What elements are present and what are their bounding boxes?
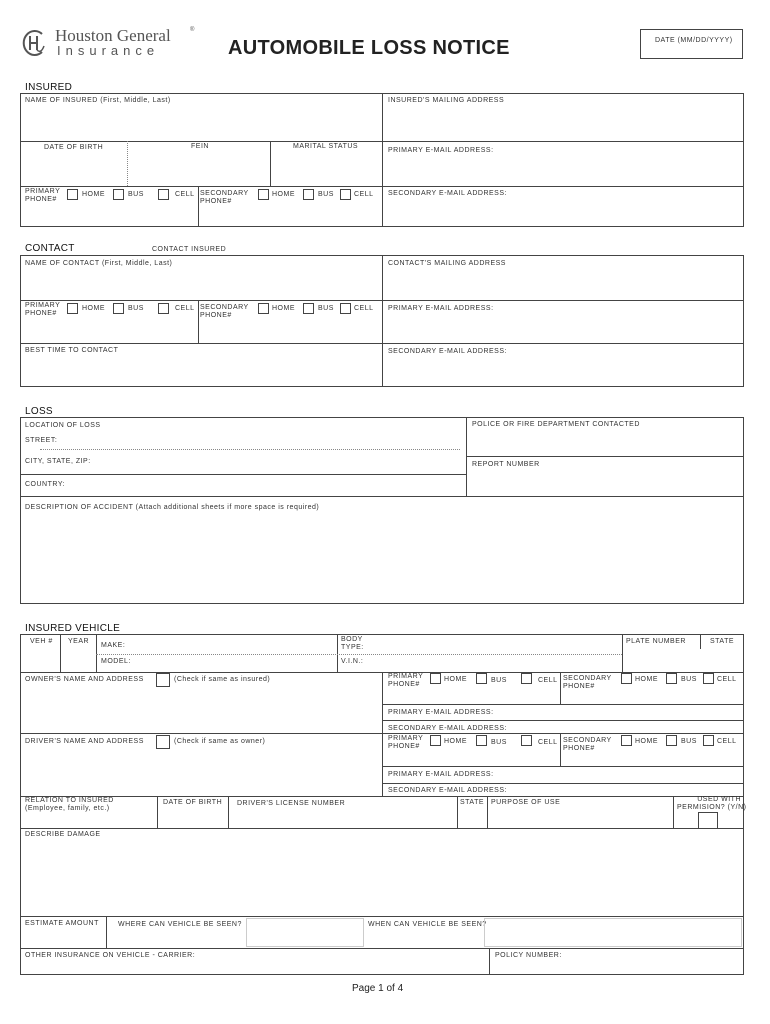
when-seen-field[interactable] — [484, 918, 742, 947]
street-label: STREET: — [25, 437, 58, 444]
city-field[interactable] — [95, 454, 460, 470]
driver-secondary-cell-checkbox[interactable] — [703, 735, 714, 746]
cell-label: CELL — [175, 305, 195, 312]
date-label: DATE (MM/DD/YYYY) — [655, 37, 733, 44]
driver-secondary-phone-label: SECONDARY PHONE# — [563, 737, 612, 752]
insured-name-label: NAME OF INSURED (First, Middle, Last) — [25, 97, 171, 104]
street-field[interactable] — [60, 433, 460, 447]
contact-primary-phone-label: PRIMARY PHONE# — [25, 302, 61, 317]
relation-label: RELATION TO INSURED (Employee, family, etc.) — [25, 797, 114, 812]
home-label: HOME — [82, 305, 105, 312]
cell-label: CELL — [538, 677, 558, 684]
cell-label: CELL — [717, 738, 737, 745]
cell-label: CELL — [354, 305, 374, 312]
owner-name-field[interactable] — [21, 690, 381, 732]
contact-secondary-bus-checkbox[interactable] — [303, 303, 314, 314]
owner-secondary-bus-checkbox[interactable] — [666, 673, 677, 684]
owner-primary-bus-checkbox[interactable] — [476, 673, 487, 684]
trademark-mark: ® — [190, 27, 195, 33]
home-label: HOME — [444, 676, 467, 683]
contact-name-field[interactable] — [21, 269, 381, 299]
driver-dob-label: DATE OF BIRTH — [163, 799, 223, 806]
insured-mailing-label: INSURED'S MAILING ADDRESS — [388, 97, 505, 104]
owner-primary-home-checkbox[interactable] — [430, 673, 441, 684]
page-title: AUTOMOBILE LOSS NOTICE — [228, 37, 510, 59]
insured-dob-label: DATE OF BIRTH — [44, 144, 104, 151]
contact-secondary-phone-label: SECONDARY PHONE# — [200, 304, 249, 319]
year-label: YEAR — [68, 638, 90, 645]
home-label: HOME — [635, 676, 658, 683]
when-seen-label: WHEN CAN VEHICLE BE SEEN? — [368, 921, 487, 928]
contact-primary-bus-checkbox[interactable] — [113, 303, 124, 314]
home-label: HOME — [272, 305, 295, 312]
bus-label: BUS — [318, 191, 334, 198]
cell-label: CELL — [717, 676, 737, 683]
body-type-label: BODY TYPE: — [341, 636, 364, 651]
veh-number-label: VEH # — [30, 638, 53, 645]
model-label: MODEL: — [101, 658, 131, 665]
cell-label: CELL — [354, 191, 374, 198]
location-label: LOCATION OF LOSS — [25, 422, 101, 429]
cell-label: CELL — [538, 739, 558, 746]
contact-primary-home-checkbox[interactable] — [67, 303, 78, 314]
contact-insured-label: CONTACT INSURED — [152, 246, 227, 253]
driver-primary-home-checkbox[interactable] — [430, 735, 441, 746]
damage-label: DESCRIBE DAMAGE — [25, 831, 101, 838]
make-label: MAKE: — [101, 642, 126, 649]
contact-primary-cell-checkbox[interactable] — [158, 303, 169, 314]
driver-check-label: (Check if same as owner) — [174, 738, 266, 745]
insured-primary-email-label: PRIMARY E-MAIL ADDRESS: — [388, 147, 494, 154]
description-field[interactable] — [21, 515, 743, 603]
company-subtitle: Insurance — [57, 43, 160, 58]
permission-field[interactable] — [698, 812, 718, 829]
damage-field[interactable] — [21, 842, 743, 915]
owner-check-label: (Check if same as insured) — [174, 676, 271, 683]
bus-label: BUS — [318, 305, 334, 312]
cell-label: CELL — [175, 191, 195, 198]
contact-secondary-email-label: SECONDARY E-MAIL ADDRESS: — [388, 348, 507, 355]
country-label: COUNTRY: — [25, 481, 66, 488]
driver-primary-cell-checkbox[interactable] — [521, 735, 532, 746]
page-number: Page 1 of 4 — [352, 983, 404, 994]
driver-primary-bus-checkbox[interactable] — [476, 735, 487, 746]
insured-primary-home-checkbox[interactable] — [67, 189, 78, 200]
estimate-label: ESTIMATE AMOUNT — [25, 920, 99, 927]
best-time-label: BEST TIME TO CONTACT — [25, 347, 119, 354]
driver-primary-phone-label: PRIMARY PHONE# — [388, 735, 424, 750]
insured-primary-bus-checkbox[interactable] — [113, 189, 124, 200]
police-label: POLICE OR FIRE DEPARTMENT CONTACTED — [472, 421, 640, 428]
other-insurance-label: OTHER INSURANCE ON VEHICLE - CARRIER: — [25, 952, 196, 959]
best-time-field[interactable] — [21, 356, 381, 386]
owner-same-as-insured-checkbox[interactable] — [156, 673, 170, 687]
license-state-label: STATE — [460, 799, 485, 806]
owner-primary-cell-checkbox[interactable] — [521, 673, 532, 684]
contact-secondary-home-checkbox[interactable] — [258, 303, 269, 314]
bus-label: BUS — [681, 738, 697, 745]
owner-primary-phone-label: PRIMARY PHONE# — [388, 673, 424, 688]
permission-label: USED WITH PERMISION? (Y/N) — [677, 796, 747, 811]
report-number-label: REPORT NUMBER — [472, 461, 540, 468]
vin-label: V.I.N.: — [341, 658, 364, 665]
plate-number-label: PLATE NUMBER — [626, 638, 686, 645]
purpose-label: PURPOSE OF USE — [491, 799, 561, 806]
owner-name-label: OWNER'S NAME AND ADDRESS — [25, 676, 144, 683]
insured-section-title: INSURED — [25, 82, 73, 93]
vehicle-section-title: INSURED VEHICLE — [25, 623, 121, 634]
owner-primary-email-label: PRIMARY E-MAIL ADDRESS: — [388, 709, 494, 716]
insured-mailing-field[interactable] — [383, 106, 743, 140]
insured-secondary-home-checkbox[interactable] — [258, 189, 269, 200]
driver-secondary-email-label: SECONDARY E-MAIL ADDRESS: — [388, 787, 507, 794]
owner-secondary-cell-checkbox[interactable] — [703, 673, 714, 684]
insured-primary-cell-checkbox[interactable] — [158, 189, 169, 200]
contact-section-title: CONTACT — [25, 243, 75, 254]
owner-secondary-phone-label: SECONDARY PHONE# — [563, 675, 612, 690]
driver-name-field[interactable] — [21, 752, 381, 795]
contact-name-label: NAME OF CONTACT (First, Middle, Last) — [25, 260, 173, 267]
loss-section-title: LOSS — [25, 406, 53, 417]
driver-secondary-home-checkbox[interactable] — [621, 735, 632, 746]
home-label: HOME — [635, 738, 658, 745]
city-label: CITY, STATE, ZIP: — [25, 458, 91, 465]
insured-name-field[interactable] — [21, 106, 381, 140]
where-seen-field[interactable] — [246, 918, 364, 947]
company-name: Houston General — [55, 26, 171, 45]
home-label: HOME — [82, 191, 105, 198]
driver-primary-email-label: PRIMARY E-MAIL ADDRESS: — [388, 771, 494, 778]
state-label: STATE — [710, 638, 735, 645]
insured-secondary-email-label: SECONDARY E-MAIL ADDRESS: — [388, 190, 507, 197]
insured-fein-label: FEIN — [191, 143, 209, 150]
bus-label: BUS — [128, 191, 144, 198]
insured-secondary-cell-checkbox[interactable] — [340, 189, 351, 200]
home-label: HOME — [272, 191, 295, 198]
description-label: DESCRIPTION OF ACCIDENT (Attach additional sheets if more space is required) — [25, 504, 320, 511]
driver-secondary-bus-checkbox[interactable] — [666, 735, 677, 746]
insured-marital-label: MARITAL STATUS — [293, 143, 359, 150]
houston-general-logo-icon — [20, 28, 48, 58]
insured-secondary-phone-label: SECONDARY PHONE# — [200, 190, 249, 205]
license-number-label: DRIVER'S LICENSE NUMBER — [237, 800, 346, 807]
contact-primary-email-label: PRIMARY E-MAIL ADDRESS: — [388, 305, 494, 312]
bus-label: BUS — [128, 305, 144, 312]
home-label: HOME — [444, 738, 467, 745]
policy-number-label: POLICY NUMBER: — [495, 952, 562, 959]
owner-secondary-email-label: SECONDARY E-MAIL ADDRESS: — [388, 725, 507, 732]
contact-secondary-cell-checkbox[interactable] — [340, 303, 351, 314]
bus-label: BUS — [491, 677, 507, 684]
where-seen-label: WHERE CAN VEHICLE BE SEEN? — [118, 921, 242, 928]
insured-secondary-bus-checkbox[interactable] — [303, 189, 314, 200]
driver-same-as-owner-checkbox[interactable] — [156, 735, 170, 749]
insured-primary-phone-label: PRIMARY PHONE# — [25, 188, 61, 203]
owner-secondary-home-checkbox[interactable] — [621, 673, 632, 684]
bus-label: BUS — [491, 739, 507, 746]
bus-label: BUS — [681, 676, 697, 683]
driver-name-label: DRIVER'S NAME AND ADDRESS — [25, 738, 144, 745]
contact-mailing-field[interactable] — [383, 269, 743, 299]
contact-mailing-label: CONTACT'S MAILING ADDRESS — [388, 260, 506, 267]
